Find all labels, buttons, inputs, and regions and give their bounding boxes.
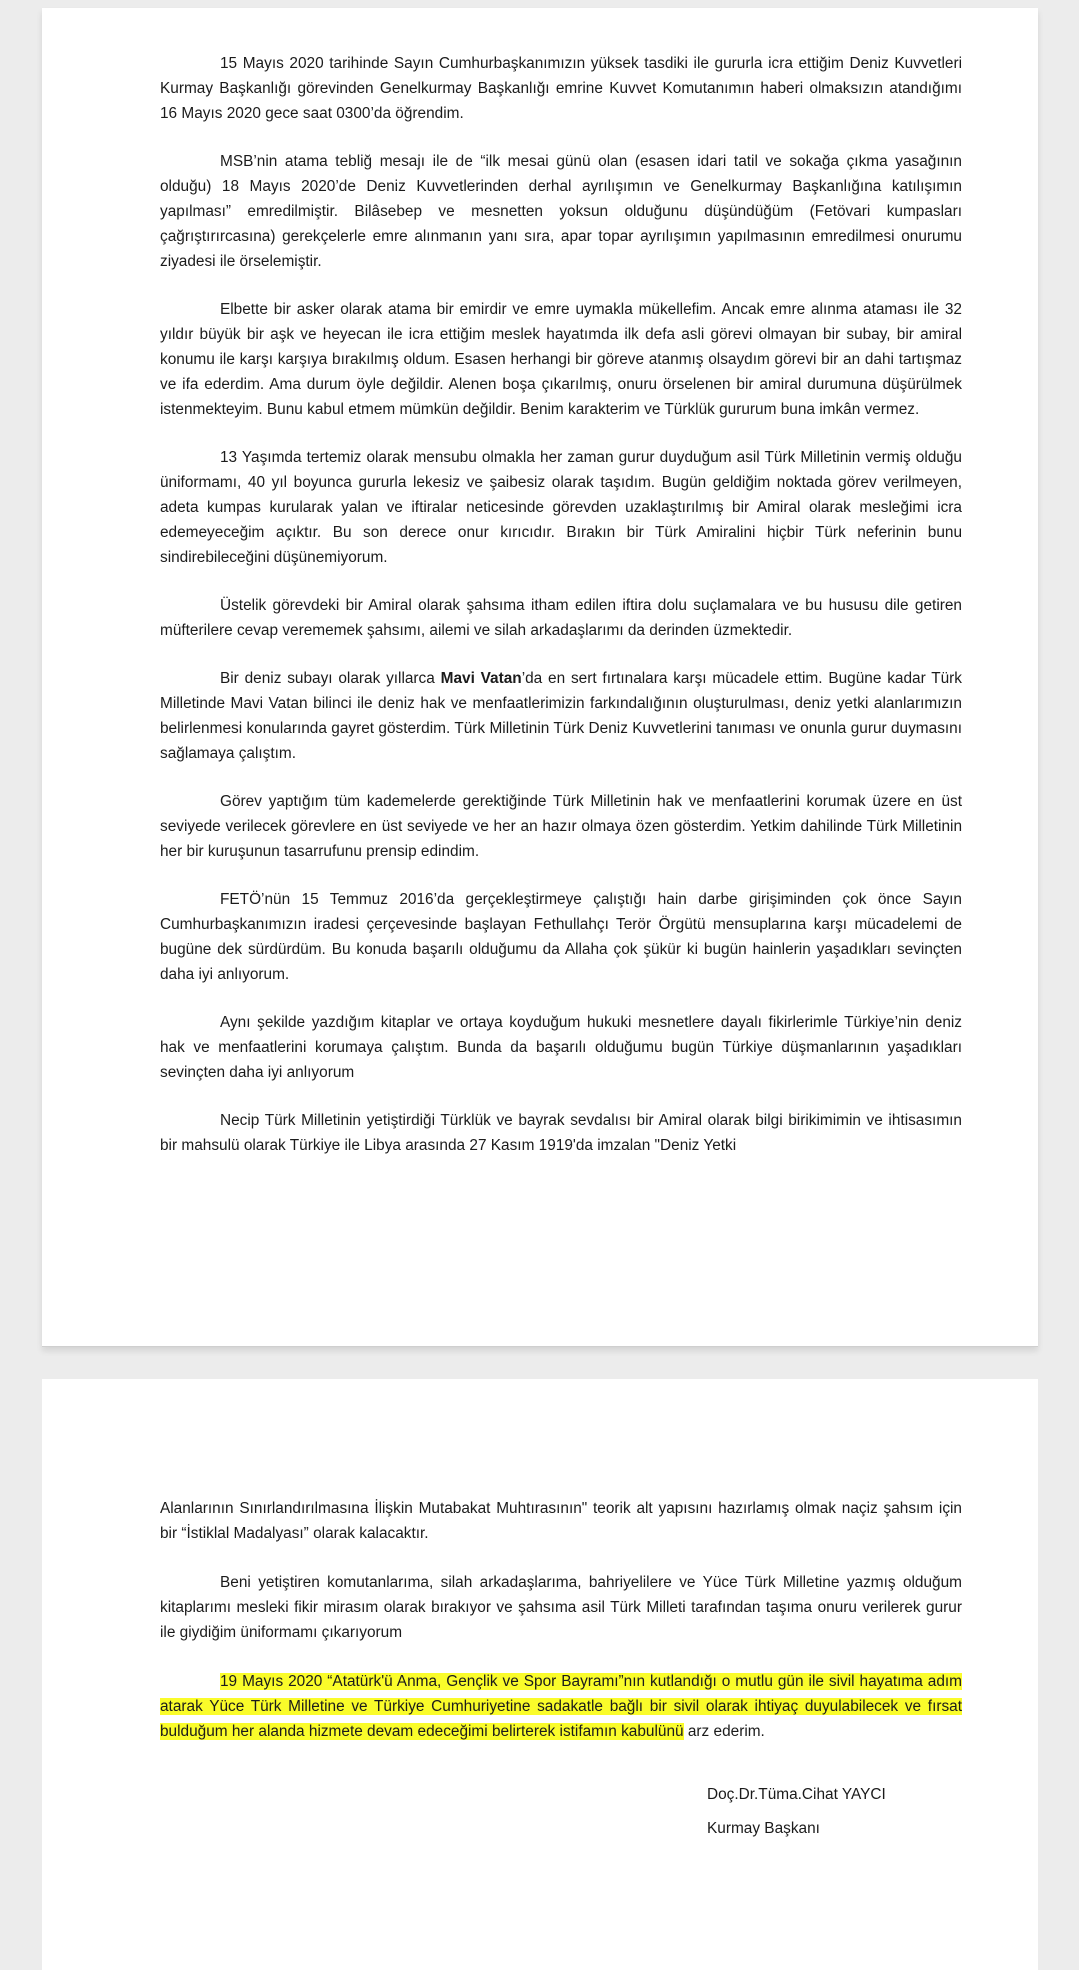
paragraph-2: MSB’nin atama tebliğ mesajı ile de “ilk mesai günü olan (esasen idari tatil ve sokağa çıkma yasağının olduğu) 18 Mayıs 2020’de Deniz Kuvvetlerinden derhal ayrılışımın ve Genelkurmay Başkanlığına katılışımın yapılması” emredilmiştir. Bilâsebep ve mesnetten yoksun olduğunu düşündüğüm (Fetövari kumpasları çağrıştırırcasına) gerekçelerle emre alınmanın yanı sıra, apar topar ayrılışımın yapılmasının emredilmesi onurumu ziyadesi ile örselemiştir. <box>160 153 962 270</box>
paragraph-9: Aynı şekilde yazdığım kitaplar ve ortaya koyduğum hukuki mesnetlere dayalı fikirlerimle Türkiye’nin deniz hak ve menfaatlerini korumaya çalıştım. Bunda da başarılı olduğumu bugün Türkiye düşmanlarının yaşadıkları sevinçten daha iyi anlıyorum <box>160 1014 962 1081</box>
document-page-2 <box>42 1379 1038 1970</box>
paragraph-7: Görev yaptığım tüm kademelerde gerektiğinde Türk Milletinin hak ve menfaatlerini korumak üzere en üst seviyede verilecek görevlere en üst seviyede ve her an hazır olmaya özen gösterdim. Yetkim dahilinde Türk Milletinin her bir kuruşunun tasarrufunu prensip edindim. <box>160 793 962 860</box>
paragraph-10: Necip Türk Milletinin yetiştirdiği Türklük ve bayrak sevdalısı bir Amiral olarak bilgi birikimimin ve ihtisasımın bir mahsulü olarak Türkiye ile Libya arasında 27 Kasım 1919'da imzalan "Deniz Yetki <box>160 1112 962 1154</box>
mavi-vatan-bold: Mavi Vatan <box>440 670 522 687</box>
paragraph-8: FETÖ’nün 15 Temmuz 2016’da gerçekleştirmeye çalıştığı hain darbe girişiminden çok önce Sayın Cumhurbaşkanımızın iradesi çerçevesinde başlayan Fethullahçı Terör Örgütü mensuplarına karşı mücadelemi de bugüne dek sürdürdüm. Bu konuda başarılı olduğumu da Allaha çok şükür ki bugün hainlerin yaşadıkları sevinçten daha iyi anlıyorum. <box>160 891 962 983</box>
paragraph-12: Beni yetiştiren komutanlarıma, silah arkadaşlarıma, bahriyelilere ve Yüce Türk Milletine yazmış olduğum kitaplarımı mesleki fikir mirasım olarak bırakıyor ve şahsıma asil Türk Milleti tarafından taşıma onuru verilerek gurur ile giydiğim üniformamı çıkarıyorum <box>160 1574 962 1641</box>
paragraph-6 <box>160 666 962 766</box>
paragraph-5: Üstelik görevdeki bir Amiral olarak şahsıma itham edilen iftira dolu suçlamalara ve bu hususu dile getiren müfterilere cevap verememek şahsımı, ailemi ve silah arkadaşlarımı da derinden üzmektedir. <box>160 597 962 639</box>
paragraph-4: 13 Yaşımda tertemiz olarak mensubu olmakla her zaman gurur duyduğum asil Türk Milletinin vermiş olduğu üniformamı, 40 yıl boyunca gururla lekesiz ve şaibesiz olarak taşıdım. Bugün geldiğim noktada görev verilmeyen, adeta kumpas kurularak yalan ve iftiralar neticesinde görevden uzaklaştırılmış bir Amiral olarak mesleğimi icra edemeyeceğim açıktır. Bu son derece onur kırıcıdır. Bırakın bir Türk Amiralini hiçbir Türk neferinin bunu sindirebileceğini düşünemiyorum. <box>160 449 962 566</box>
paragraph-6-end: ’da en sert fırtınalara karşı mücadele ettim. Bugüne kadar Türk Milletinde Mavi Vatan bilinci ile deniz hak ve menfaatlerimizin farkındalığının oluşturulması, deniz yetki alanlarımızın belirlenmesi konularında gayret gösterdim. Türk Milletinin Türk Deniz Kuvvetlerini tanıması ve onunla gurur duymasını sağlamaya çalıştım. <box>160 670 962 762</box>
paragraph-6-start: Bir deniz subayı olarak yıllarca <box>220 670 441 687</box>
paragraph-13 <box>160 1669 962 1744</box>
paragraph-11: Alanlarının Sınırlandırılmasına İlişkin Mutabakat Muhtırasının" teorik alt yapısını hazırlamış olmak naçiz şahsım için bir “İstiklal Madalyası” olarak kalacaktır. <box>160 1500 962 1542</box>
paragraph-13-end: arz ederim. <box>683 1723 765 1740</box>
signature-name: Doç.Dr.Tüma.Cihat YAYCI <box>707 1786 886 1803</box>
document-page-1 <box>42 8 1038 1347</box>
paragraph-3: Elbette bir asker olarak atama bir emirdir ve emre uymakla mükellefim. Ancak emre alınma ataması ile 32 yıldır büyük bir aşk ve heyecan ile icra ettiğim meslek hayatımda ilk defa asli görevi olmayan bir subay, bir amiral konumu ile karşı karşıya bırakılmış oldum. Esasen herhangi bir göreve atanmış olsaydım görevi bir an dahi tartışmaz ve ifa ederdim. Ama durum öyle değildir. Alenen boşa çıkarılmış, onuru örselenen bir amiral durumuna düşürülmek istenmekteyim. Bunu kabul etmem mümkün değildir. Benim karakterim ve Türklük gururum buna imkân vermez. <box>160 301 962 418</box>
signature-title: Kurmay Başkanı <box>707 1820 820 1837</box>
highlighted-resignation-text: 19 Mayıs 2020 “Atatürk'ü Anma, Gençlik ve Spor Bayramı”nın kutlandığı o mutlu gün ile sivil hayatıma adım atarak Yüce Türk Milletine ve Türkiye Cumhuriyetine sadakatle bağlı bir sivil olarak ihtiyaç duyulabilecek ve fırsat bulduğum her alanda hizmete devam edeceğimi belirterek istifamın kabulünü <box>160 1673 962 1740</box>
paragraph-1: 15 Mayıs 2020 tarihinde Sayın Cumhurbaşkanımızın yüksek tasdiki ile gururla icra ettiğim Deniz Kuvvetleri Kurmay Başkanlığı görevinden Genelkurmay Başkanlığı emrine Kuvvet Komutanımın haberi olmaksızın atandığımı 16 Mayıs 2020 gece saat 0300’da öğrendim. <box>160 55 962 122</box>
page-2-body <box>160 1496 962 1768</box>
page-1-body <box>160 51 962 1181</box>
